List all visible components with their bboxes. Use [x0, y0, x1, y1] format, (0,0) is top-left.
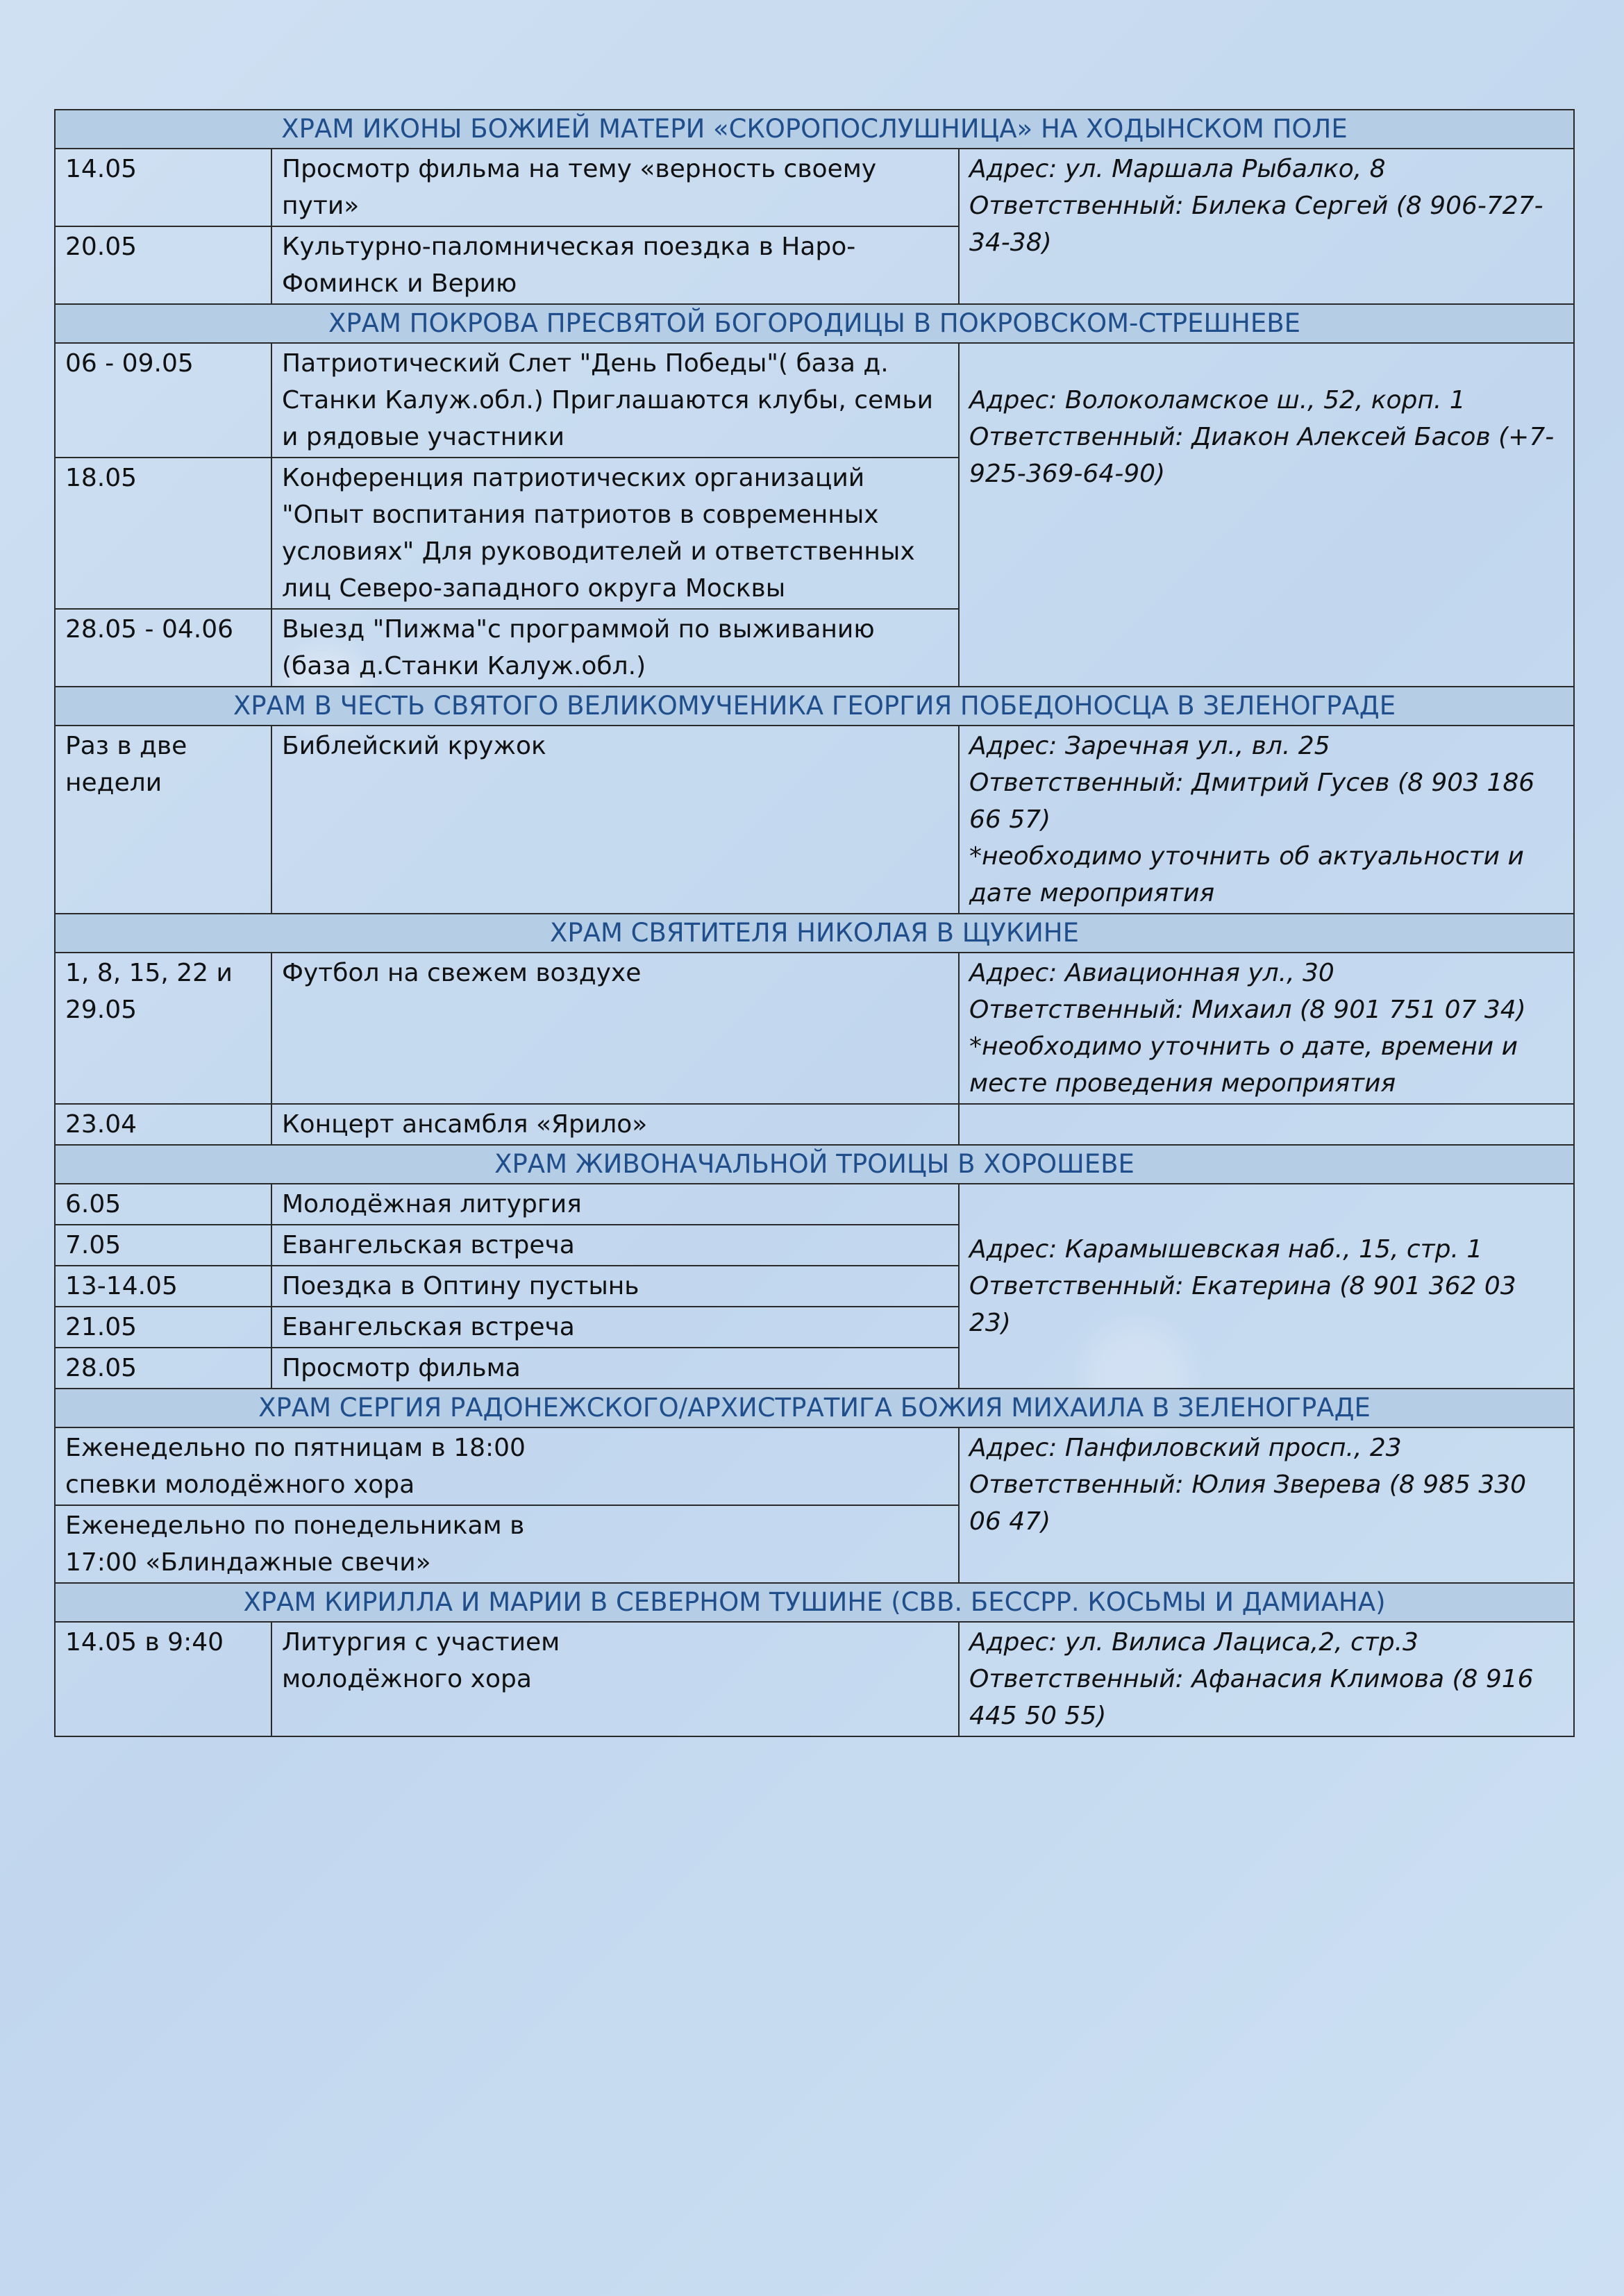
table-row [55, 1184, 1574, 1225]
event-description: Библейский кружок [271, 726, 959, 914]
section-header [55, 1583, 1574, 1622]
church-contact: Ответственный: Дмитрий Гусев (8 903 186 66 57) [969, 769, 1535, 834]
address-cell [959, 149, 1574, 304]
event-date: 6.05 [55, 1184, 271, 1225]
event-date: 1, 8, 15, 22 и 29.05 [55, 953, 271, 1104]
church-address: Адрес: Волоколамское ш., 52, корп. 1 [969, 386, 1466, 414]
church-address: Адрес: Заречная ул., вл. 25 [969, 732, 1330, 760]
church-contact: Ответственный: Михаил (8 901 751 07 34) [969, 996, 1526, 1024]
table-row [55, 1427, 1574, 1505]
empty-cell [959, 1104, 1574, 1145]
table-row [55, 726, 1574, 914]
event-date: 14.05 в 9:40 [55, 1622, 271, 1736]
section-header [55, 304, 1574, 343]
church-address: Адрес: Авиационная ул., 30 [969, 959, 1334, 987]
section-header [55, 687, 1574, 726]
event-description: Поездка в Оптину пустынь [271, 1266, 959, 1307]
event-date: Раз в две недели [55, 726, 271, 914]
address-cell [959, 343, 1574, 687]
church-contact: Ответственный: Диакон Алексей Басов (+7-925-369-64-90) [969, 423, 1555, 488]
table-row [55, 149, 1574, 226]
section-header [55, 1389, 1574, 1427]
table-row [55, 1104, 1574, 1145]
event-description: Концерт ансамбля «Ярило» [271, 1104, 959, 1145]
event-description: Еженедельно по пятницам в 18:00 спевки молодёжного хора [55, 1427, 959, 1505]
address-cell [959, 953, 1574, 1104]
address-cell [959, 1184, 1574, 1389]
church-contact: Ответственный: Афанасия Климова (8 916 445 50 55) [969, 1665, 1534, 1730]
section-header [55, 1145, 1574, 1184]
schedule-page [54, 109, 1573, 1737]
address-cell [959, 1427, 1574, 1583]
event-date: 21.05 [55, 1307, 271, 1348]
events-table [54, 109, 1575, 1737]
event-description: Просмотр фильма на тему «верность своему пути» [271, 149, 959, 226]
church-title: ХРАМ КИРИЛЛА И МАРИИ В СЕВЕРНОМ ТУШИНЕ (СВВ. БЕССРР. КОСЬМЫ И ДАМИАНА) [55, 1583, 1574, 1622]
address-cell [959, 1622, 1574, 1736]
event-date: 06 - 09.05 [55, 343, 271, 458]
church-address: Адрес: Карамышевская наб., 15, стр. 1 [969, 1235, 1483, 1264]
event-date: 7.05 [55, 1225, 271, 1266]
section-header [55, 110, 1574, 149]
event-description: Футбол на свежем воздухе [271, 953, 959, 1104]
event-description: Конференция патриотических организаций "Опыт воспитания патриотов в современных условиях" Для руководителей и ответственных лиц Северо-западного округа Москвы [271, 458, 959, 609]
church-contact: Ответственный: Юлия Зверева (8 985 330 06 47) [969, 1470, 1527, 1536]
event-description: Молодёжная литургия [271, 1184, 959, 1225]
event-date: 28.05 [55, 1348, 271, 1389]
event-date: 18.05 [55, 458, 271, 609]
section-header [55, 914, 1574, 953]
event-date: 14.05 [55, 149, 271, 226]
event-description: Евангельская встреча [271, 1225, 959, 1266]
church-contact: Ответственный: Екатерина (8 901 362 03 23) [969, 1272, 1516, 1337]
event-date: 23.04 [55, 1104, 271, 1145]
church-address: Адрес: Панфиловский просп., 23 [969, 1434, 1402, 1462]
event-description: Еженедельно по понедельникам в 17:00 «Блиндажные свечи» [55, 1505, 959, 1583]
church-title: ХРАМ В ЧЕСТЬ СВЯТОГО ВЕЛИКОМУЧЕНИКА ГЕОРГИЯ ПОБЕДОНОСЦА В ЗЕЛЕНОГРАДЕ [55, 687, 1574, 726]
event-description: Просмотр фильма [271, 1348, 959, 1389]
table-row [55, 343, 1574, 458]
table-row [55, 1622, 1574, 1736]
church-address: Адрес: ул. Вилиса Лациса,2, стр.3 [969, 1628, 1418, 1657]
church-note: *необходимо уточнить о дате, времени и месте проведения мероприятия [969, 1032, 1518, 1098]
church-title: ХРАМ СВЯТИТЕЛЯ НИКОЛАЯ В ЩУКИНЕ [55, 914, 1574, 953]
event-description: Выезд "Пижма"с программой по выживанию (база д.Станки Калуж.обл.) [271, 609, 959, 687]
church-address: Адрес: ул. Маршала Рыбалко, 8 [969, 155, 1386, 183]
event-description: Евангельская встреча [271, 1307, 959, 1348]
event-description: Культурно-паломническая поездка в Наро-Фоминск и Верию [271, 226, 959, 304]
event-date: 13-14.05 [55, 1266, 271, 1307]
church-title: ХРАМ ПОКРОВА ПРЕСВЯТОЙ БОГОРОДИЦЫ В ПОКРОВСКОМ-СТРЕШНЕВЕ [55, 304, 1574, 343]
event-date: 28.05 - 04.06 [55, 609, 271, 687]
event-description: Литургия с участием молодёжного хора [271, 1622, 959, 1736]
address-cell [959, 726, 1574, 914]
church-title: ХРАМ ИКОНЫ БОЖИЕЙ МАТЕРИ «СКОРОПОСЛУШНИЦА» НА ХОДЫНСКОМ ПОЛЕ [55, 110, 1574, 149]
church-title: ХРАМ СЕРГИЯ РАДОНЕЖСКОГО/АРХИСТРАТИГА БОЖИЯ МИХАИЛА В ЗЕЛЕНОГРАДЕ [55, 1389, 1574, 1427]
event-date: 20.05 [55, 226, 271, 304]
church-note: *необходимо уточнить об актуальности и дате мероприятия [969, 842, 1524, 907]
table-row [55, 953, 1574, 1104]
church-contact: Ответственный: Билека Сергей (8 906-727-34-38) [969, 192, 1543, 257]
event-description: Патриотический Слет "День Победы"( база д. Станки Калуж.обл.) Приглашаются клубы, семьи и рядовые участники [271, 343, 959, 458]
church-title: ХРАМ ЖИВОНАЧАЛЬНОЙ ТРОИЦЫ В ХОРОШЕВЕ [55, 1145, 1574, 1184]
